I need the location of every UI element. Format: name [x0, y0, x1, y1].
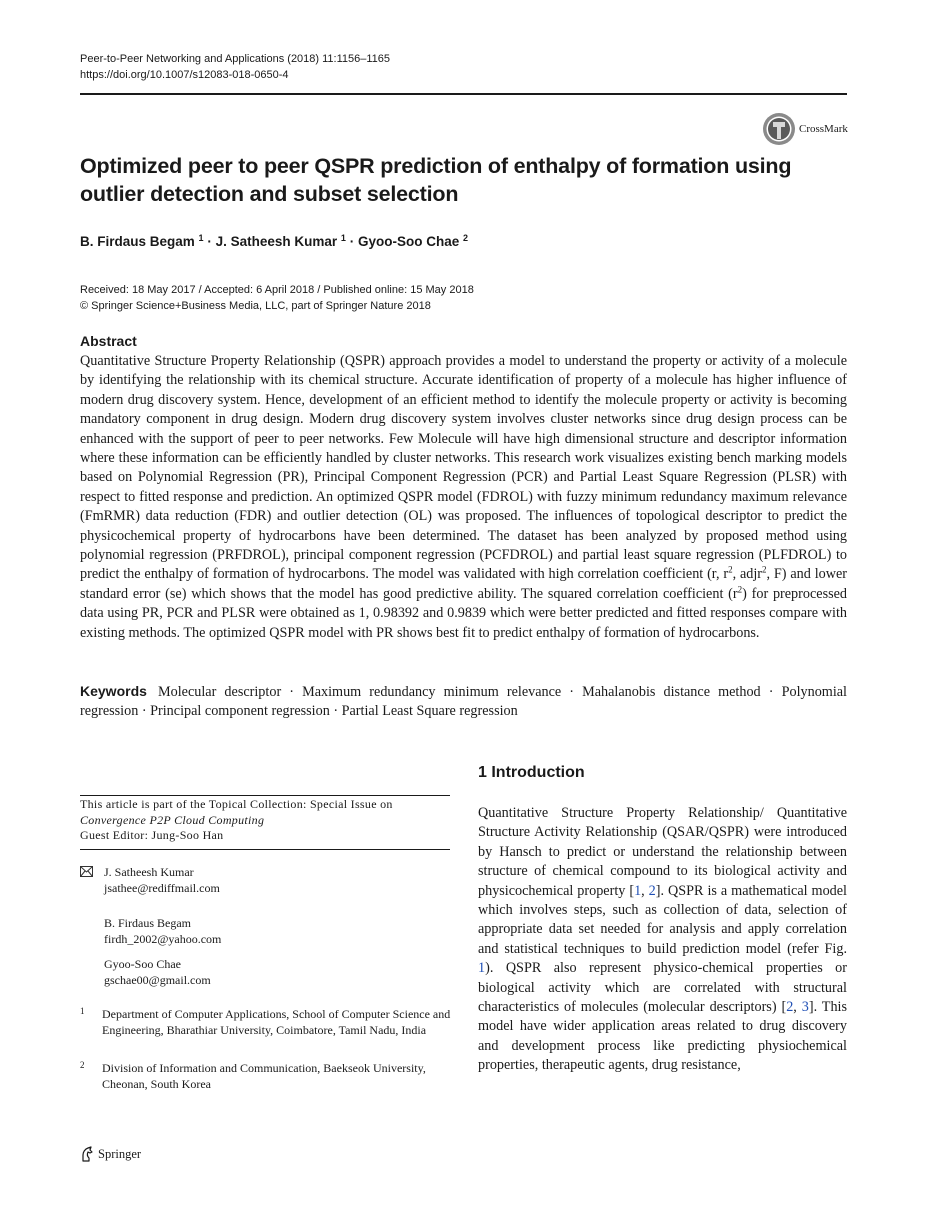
- contact-entry: [104, 865, 220, 896]
- abstract-body: Quantitative Structure Property Relationship (QSPR) approach provides a model to understand the property or activity of a molecule by identifying the relationship with its chemical structure. Accurate identification of property of a molecule has higher influence of modern drug discovery system. Hence, development of an efficient method to identify the molecule property or activity is becoming mandatory component in drug design. Modern drug discovery system involves cluster networks since drug design process can be enhanced with the support of peer to peer networks. Few Molecule will have high dimensional structure and descriptor information where these information can be efficiently handled by cluster networks. This research work visualizes existing bench marking models based on Polynomial Regression (PR), Principal Component Regression (PCR) and Partial Least Square Regression (PLSR) with respect to fitted response and prediction. An optimized QSPR model (FDROL) with fuzzy minimum redundancy maximum relevance (FmRMR) data reduction (FDR) and outlier detection (OL) was proposed. The influences of topological descriptor to predict the physicochemical property of hydrocarbons have been determined. The dataset has been analyzed by proposed method using polynomial regression (PRFDROL), principal component regression (PCFDROL) and partial least square regression (PLFDROL) to predict the enthalpy of formation of hydrocarbons. The model was validated with high correlation coefficient (r, $r^2$, adjr$^2$, F) and lower standard error (se) which shows that the model has good predictive ability. The squared correlation coefficient $(r^2)$ for preprocessed data using PR, PCR and PLSR were obtained as 1, 0.98392 and 0.9839 which were better predicted and fitted responses compare with existing methods. The optimized QSPR model with PR shows best fit to predict enthalpy of formation of hydrocarbons.: [80, 353, 847, 641]
- citation-link[interactable]: 3: [801, 999, 809, 1016]
- envelope-icon: [80, 866, 93, 877]
- contact-entry: [104, 916, 221, 947]
- keywords: [80, 682, 847, 722]
- contact-entry: [104, 957, 211, 988]
- keywords-text: Molecular descriptor · Maximum redundancy minimum relevance · Mahalanobis distance method · Polynomial regression · Principal component regression · Partial Least Square regression: [80, 684, 848, 720]
- doi-link[interactable]: https://doi.org/10.1007/s12083-018-0650-4: [80, 69, 289, 81]
- journal-header: [80, 51, 390, 83]
- section-heading: 1 Introduction: [478, 764, 585, 781]
- affiliation-mark: 2: [462, 233, 468, 243]
- contact-name: B. Firdaus Begam: [104, 916, 191, 930]
- contact-email[interactable]: firdh_2002@yahoo.com: [104, 931, 222, 946]
- citation-link[interactable]: 2: [648, 882, 656, 899]
- publisher-name: Springer: [98, 1146, 142, 1161]
- header-rule: [80, 93, 847, 95]
- citation-link[interactable]: 2: [786, 999, 794, 1016]
- journal-citation: Peer-to-Peer Networking and Applications (2018) 11:1156–1165: [80, 53, 391, 65]
- springer-horse-icon: [80, 1146, 94, 1162]
- author-name[interactable]: B. Firdaus Begam: [80, 234, 195, 249]
- topical-collection-note: This article is part of the Topical Collection: Special Issue on Convergence P2P Cloud Computing Guest Editor: Jung-Soo Han: [80, 797, 393, 842]
- paper-title: Optimized peer to peer QSPR prediction of enthalpy of formation using outlier detection and subset selection: [80, 154, 792, 206]
- affiliation-number: 2: [80, 1060, 85, 1070]
- contact-email[interactable]: gschae00@gmail.com: [104, 972, 211, 987]
- author-separator: ·: [349, 234, 355, 249]
- figure-link[interactable]: 1: [478, 960, 486, 977]
- crossmark-badge[interactable]: [762, 112, 848, 146]
- contact-email[interactable]: jsathee@rediffmail.com: [104, 880, 220, 895]
- crossmark-icon: [762, 112, 796, 146]
- copyright-icon: ©: [80, 300, 89, 312]
- introduction-body: Quantitative Structure Property Relationship/ Quantitative Structure Activity Relationship (QSAR/QSPR) were introduced by Hansch to predict or understand the relationship between structure of chemical compound to its biological activity and physicochemical property [1, 2]. QSPR is a mathematical model which involves steps, such as collection of data, selection of appropriate data set needed for analysis and apply correlation and statistical techniques to build prediction model (refer Fig. 1). QSPR also represent physico-chemical properties or biological activity which are correlated with structural characteristics of molecules (molecular descriptors) [2, 3]. This model have wider application areas related to drug discovery and development process like predicting physiochemical properties, therapeutic agents, drug resistance,: [478, 805, 847, 1074]
- contact-name: J. Satheesh Kumar: [104, 865, 194, 879]
- affiliation-number: 1: [80, 1006, 85, 1016]
- copyright-line: [80, 298, 474, 314]
- author-name[interactable]: J. Satheesh Kumar: [215, 234, 338, 249]
- citation-link[interactable]: 1: [634, 882, 642, 899]
- page-footer: [80, 1146, 141, 1162]
- copyright-text: Springer Science+Business Media, LLC, part of Springer Nature 2018: [91, 300, 431, 312]
- dates-line: Received: 18 May 2017 / Accepted: 6 April 2018 / Published online: 15 May 2018: [80, 284, 474, 296]
- contact-name: Gyoo-Soo Chae: [104, 957, 181, 971]
- abstract-heading: Abstract: [80, 333, 137, 349]
- keywords-heading: Keywords: [80, 683, 147, 699]
- author-separator: ·: [207, 234, 212, 249]
- footnote-rule: [80, 795, 450, 796]
- publication-dates: [80, 282, 474, 314]
- affiliation-mark: 1: [198, 233, 204, 243]
- affiliation-text: Department of Computer Applications, School of Computer Science and Engineering, Bharathiar University, Coimbatore, Tamil Nadu, India: [102, 1007, 451, 1037]
- footnote-rule: [80, 849, 450, 850]
- author-list: [80, 233, 468, 249]
- crossmark-label: CrossMark: [799, 123, 848, 135]
- affiliation-text: Division of Information and Communication, Baekseok University, Cheonan, South Korea: [102, 1061, 426, 1091]
- author-name[interactable]: Gyoo-Soo Chae: [357, 234, 460, 249]
- affiliation-mark: 1: [340, 233, 346, 243]
